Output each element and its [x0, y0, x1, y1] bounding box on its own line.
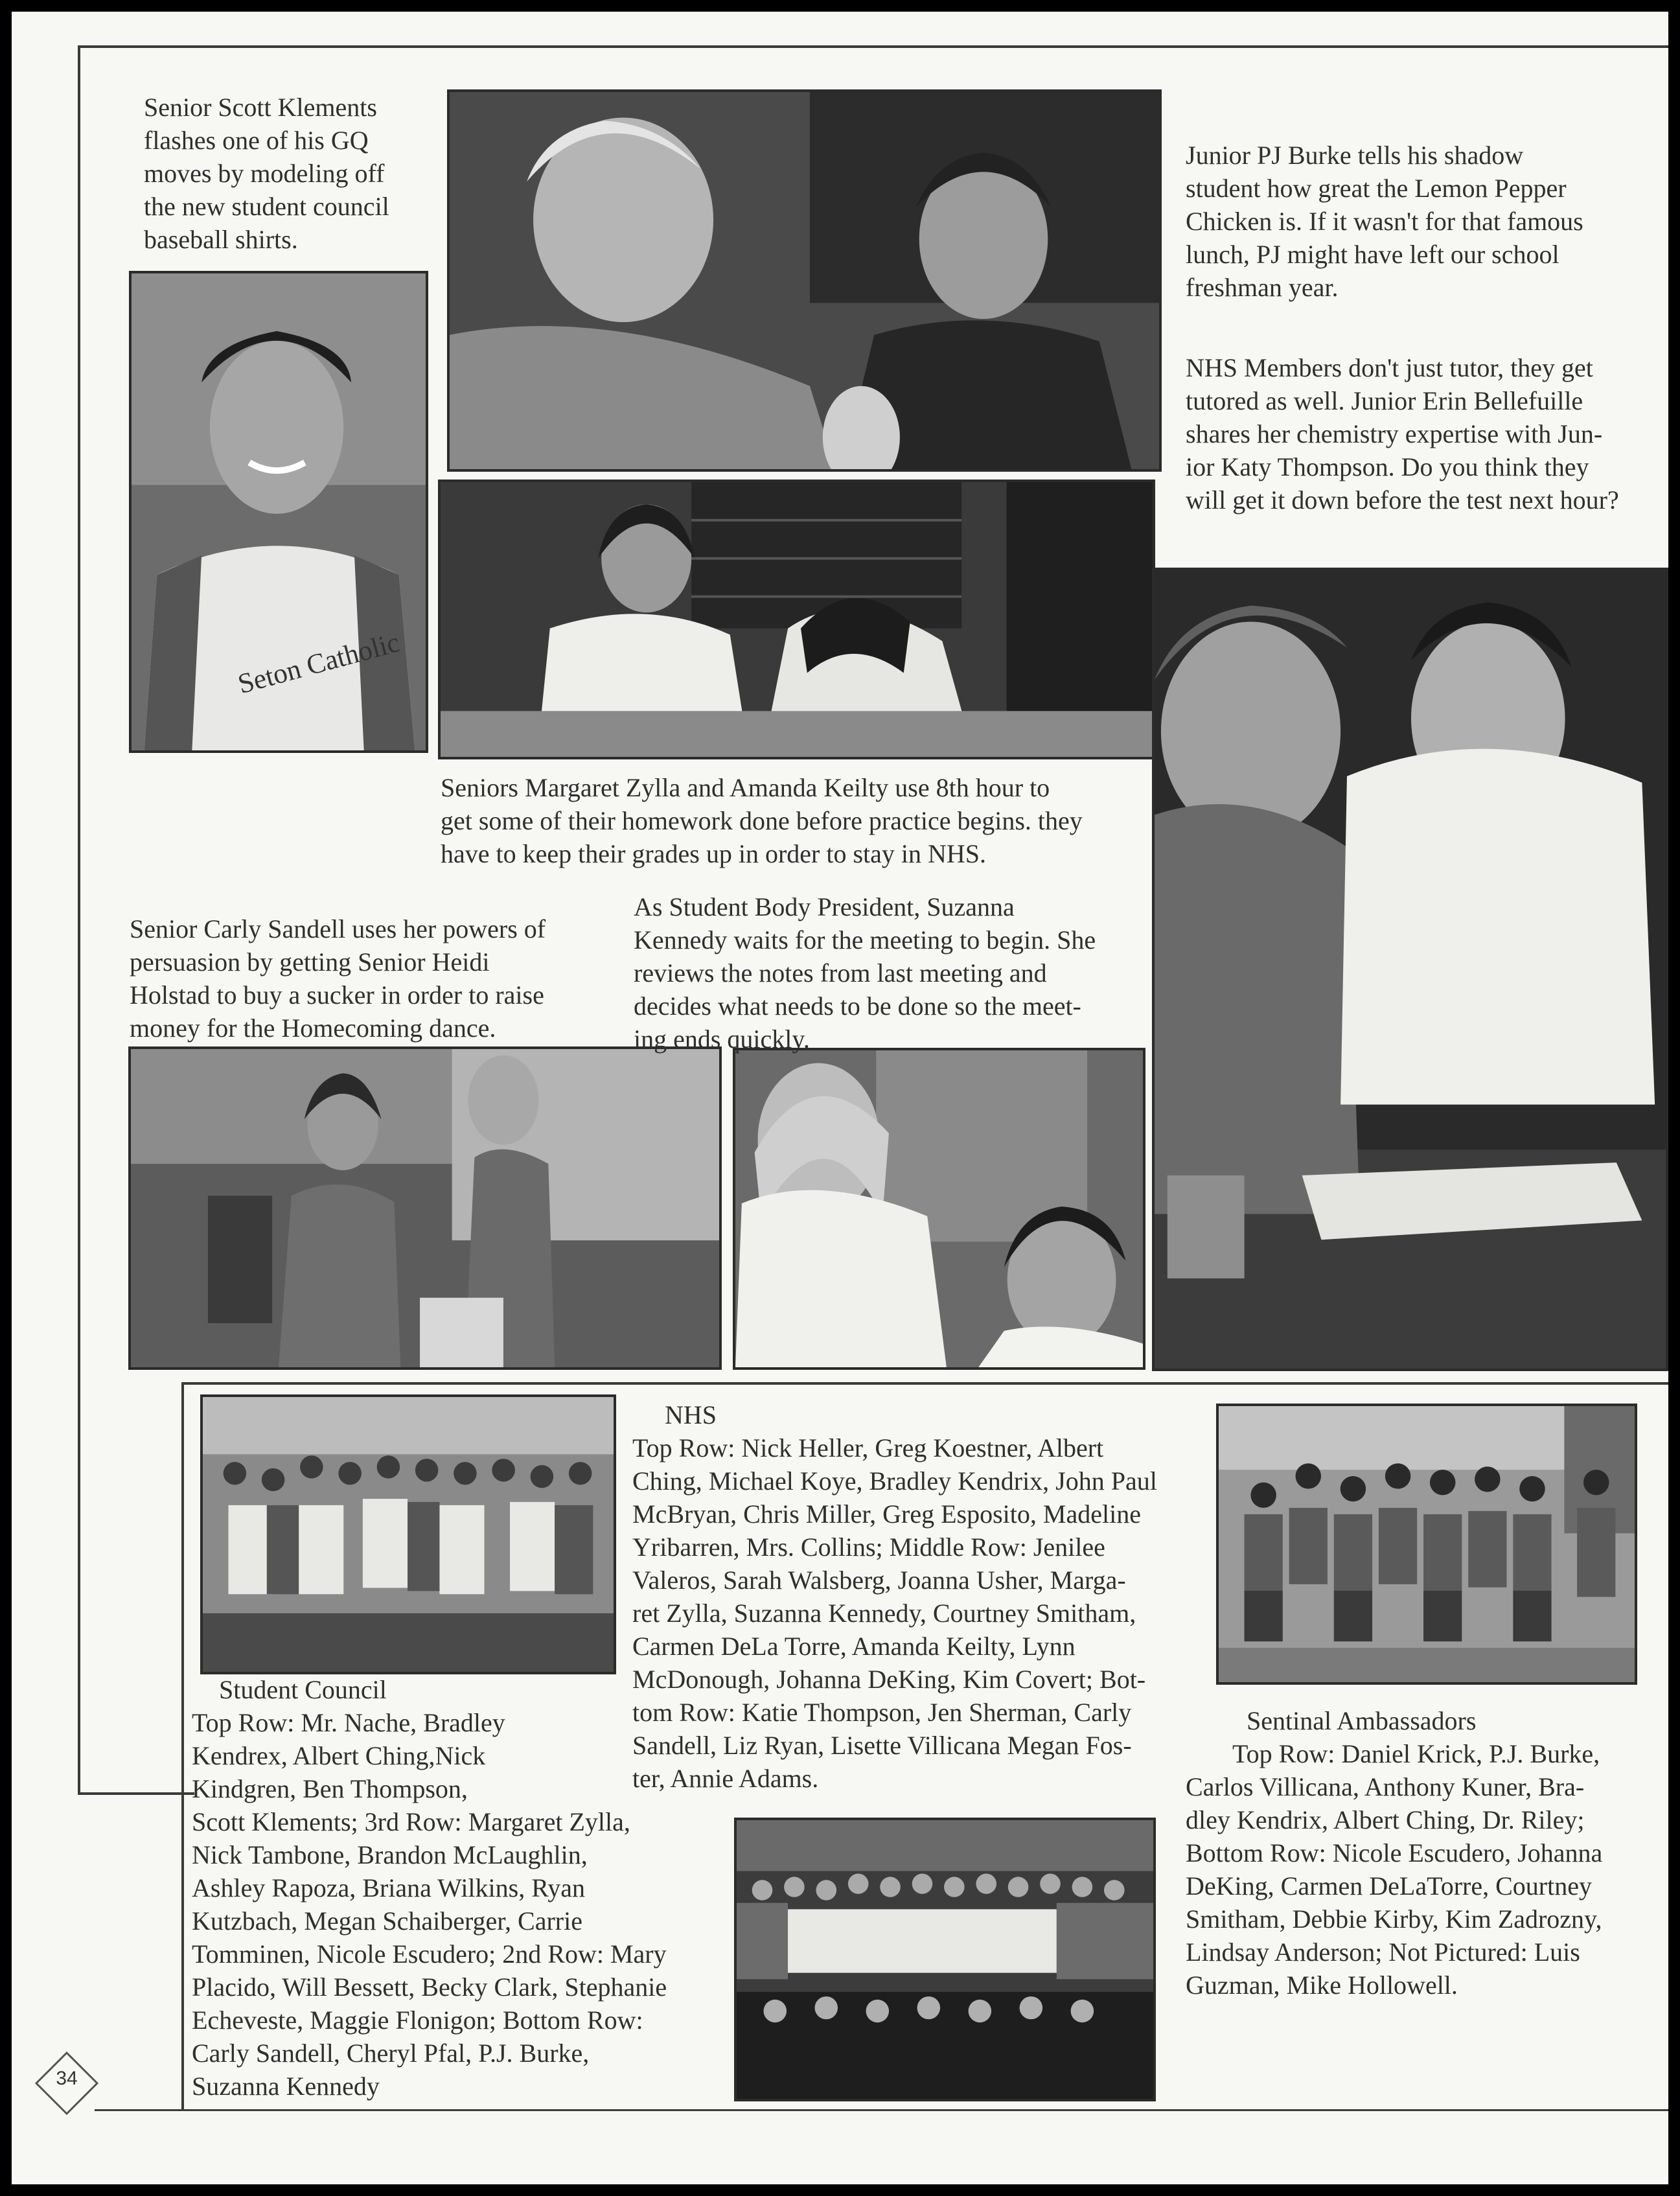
caption-line: Sandell, Liz Ryan, Lisette Villicana Megan Fos- — [632, 1731, 1132, 1760]
photo-erin-katy — [1152, 568, 1668, 1371]
caption-line: Carly Sandell, Cheryl Pfal, P.J. Burke, — [192, 2039, 590, 2068]
caption-line: shares her chemistry expertise with Jun- — [1186, 419, 1603, 448]
frame-mid-rule — [78, 1792, 194, 1795]
box-left-rule — [181, 1382, 184, 2111]
caption-pj-burke — [1186, 139, 1668, 304]
caption-line: freshman year. — [1186, 273, 1339, 302]
photo-margaret-amanda — [438, 480, 1155, 759]
caption-line: moves by modeling off — [144, 159, 385, 188]
caption-line: Kennedy waits for the meeting to begin. She — [634, 925, 1096, 954]
caption-line: Top Row: Daniel Krick, P.J. Burke, — [1232, 1739, 1600, 1768]
caption-scott-klements — [144, 91, 435, 256]
caption-line: Echeveste, Maggie Flonigon; Bottom Row: — [192, 2005, 643, 2035]
caption-line: Top Row: Nick Heller, Greg Koestner, Albert — [632, 1433, 1104, 1462]
caption-line: have to keep their grades up in order to stay in NHS. — [441, 839, 987, 868]
frame-left-rule — [78, 45, 80, 1795]
caption-line: tutored as well. Junior Erin Bellefuille — [1186, 386, 1583, 415]
caption-line: Senior Carly Sandell uses her powers of — [130, 914, 546, 943]
caption-line: Bottom Row: Nicole Escudero, Johanna — [1186, 1838, 1603, 1867]
page-number-badge — [35, 2052, 98, 2115]
caption-line: Suzanna Kennedy — [192, 2072, 380, 2101]
page-number: 34 — [56, 2068, 78, 2089]
photo-student-council-group — [200, 1394, 616, 1674]
caption-line: Carlos Villicana, Anthony Kuner, Bra- — [1186, 1772, 1585, 1801]
caption-line: Ching, Michael Koye, Bradley Kendrix, John Paul — [632, 1466, 1157, 1496]
caption-line: Seniors Margaret Zylla and Amanda Keilty use 8th hour to — [441, 773, 1050, 802]
caption-line: NHS Members don't just tutor, they get — [1186, 353, 1593, 382]
student-council-title: Student Council — [219, 1675, 387, 1704]
caption-line: ing ends quickly. — [634, 1024, 810, 1054]
caption-line: ret Zylla, Suzanna Kennedy, Courtney Smitham, — [632, 1599, 1136, 1628]
ambassadors-caption — [1186, 1704, 1668, 2002]
caption-line: As Student Body President, Suzanna — [634, 892, 1015, 921]
svg-text:Seton Catholic: Seton Catholic — [235, 627, 403, 700]
caption-line: tom Row: Katie Thompson, Jen Sherman, Carly — [632, 1698, 1132, 1727]
caption-line: Chicken is. If it wasn't for that famous — [1186, 207, 1583, 236]
caption-line: ter, Annie Adams. — [632, 1764, 819, 1793]
caption-line: McDonough, Johanna DeKing, Kim Covert; Bot- — [632, 1665, 1146, 1694]
photo-pj-burke — [447, 89, 1162, 472]
caption-line: Placido, Will Bessett, Becky Clark, Stephanie — [192, 1972, 667, 2002]
caption-line: Scott Klements; 3rd Row: Margaret Zylla, — [192, 1807, 630, 1836]
caption-line: dley Kendrix, Albert Ching, Dr. Riley; — [1186, 1805, 1585, 1834]
caption-line: Junior PJ Burke tells his shadow — [1186, 141, 1524, 170]
caption-line: Smitham, Debbie Kirby, Kim Zadrozny, — [1186, 1904, 1602, 1934]
nhs-caption — [632, 1398, 1222, 1795]
caption-line: the new student council — [144, 192, 389, 221]
photo-scott-klements — [129, 271, 428, 753]
caption-line: get some of their homework done before practice begins. they — [441, 806, 1083, 835]
nhs-title: NHS — [665, 1400, 717, 1429]
caption-line: Kendrex, Albert Ching,Nick — [192, 1741, 486, 1770]
caption-line: lunch, PJ might have left our school — [1186, 240, 1559, 269]
caption-line: will get it down before the test next hour? — [1186, 485, 1619, 514]
caption-line: Kindgren, Ben Thompson, — [192, 1774, 468, 1803]
caption-line: money for the Homecoming dance. — [130, 1013, 496, 1043]
caption-line: Yribarren, Mrs. Collins; Middle Row: Jenilee — [632, 1532, 1105, 1562]
caption-line: Tomminen, Nicole Escudero; 2nd Row: Mary — [192, 1939, 667, 1969]
box-top-rule — [181, 1382, 1668, 1385]
photo-suzanna — [733, 1048, 1145, 1370]
caption-line: Lindsay Anderson; Not Pictured: Luis — [1186, 1937, 1580, 1967]
caption-line: Holstad to buy a sucker in order to raise — [130, 980, 544, 1010]
frame-top-rule — [79, 45, 1668, 48]
caption-line: McBryan, Chris Miller, Greg Esposito, Madeline — [632, 1499, 1141, 1529]
caption-student-body-president — [634, 890, 1157, 1056]
caption-line: flashes one of his GQ — [144, 126, 369, 155]
caption-line: ior Katy Thompson. Do you think they — [1186, 452, 1589, 481]
photo-nhs-group — [734, 1818, 1156, 2101]
caption-line: decides what needs to be done so the meet- — [634, 991, 1081, 1021]
caption-line: Guzman, Mike Hollowell. — [1186, 1971, 1458, 2000]
caption-line: persuasion by getting Senior Heidi — [130, 947, 490, 977]
caption-line: Carmen DeLa Torre, Amanda Keilty, Lynn — [632, 1632, 1076, 1661]
yearbook-page — [12, 12, 1668, 2184]
caption-line: Kutzbach, Megan Schaiberger, Carrie — [192, 1906, 582, 1936]
caption-line: baseball shirts. — [144, 225, 298, 254]
caption-line: Ashley Rapoza, Briana Wilkins, Ryan — [192, 1873, 586, 1902]
caption-nhs-tutor — [1186, 351, 1668, 516]
caption-line: Nick Tambone, Brandon McLaughlin, — [192, 1840, 588, 1869]
photo-carly-heidi — [128, 1046, 722, 1370]
caption-line: Valeros, Sarah Walsberg, Joanna Usher, Marga- — [632, 1566, 1126, 1595]
caption-line: Senior Scott Klements — [144, 93, 377, 122]
caption-line: student how great the Lemon Pepper — [1186, 174, 1567, 203]
caption-line: reviews the notes from last meeting and — [634, 958, 1047, 988]
caption-seniors-homework — [441, 771, 1160, 870]
ambassadors-title: Sentinal Ambassadors — [1247, 1706, 1477, 1735]
caption-carly-sandell — [130, 912, 627, 1045]
photo-ambassadors-group — [1216, 1404, 1637, 1685]
caption-line: Top Row: Mr. Nache, Bradley — [192, 1708, 505, 1737]
bottom-rule — [95, 2109, 1668, 2111]
caption-line: DeKing, Carmen DeLaTorre, Courtney — [1186, 1871, 1592, 1901]
